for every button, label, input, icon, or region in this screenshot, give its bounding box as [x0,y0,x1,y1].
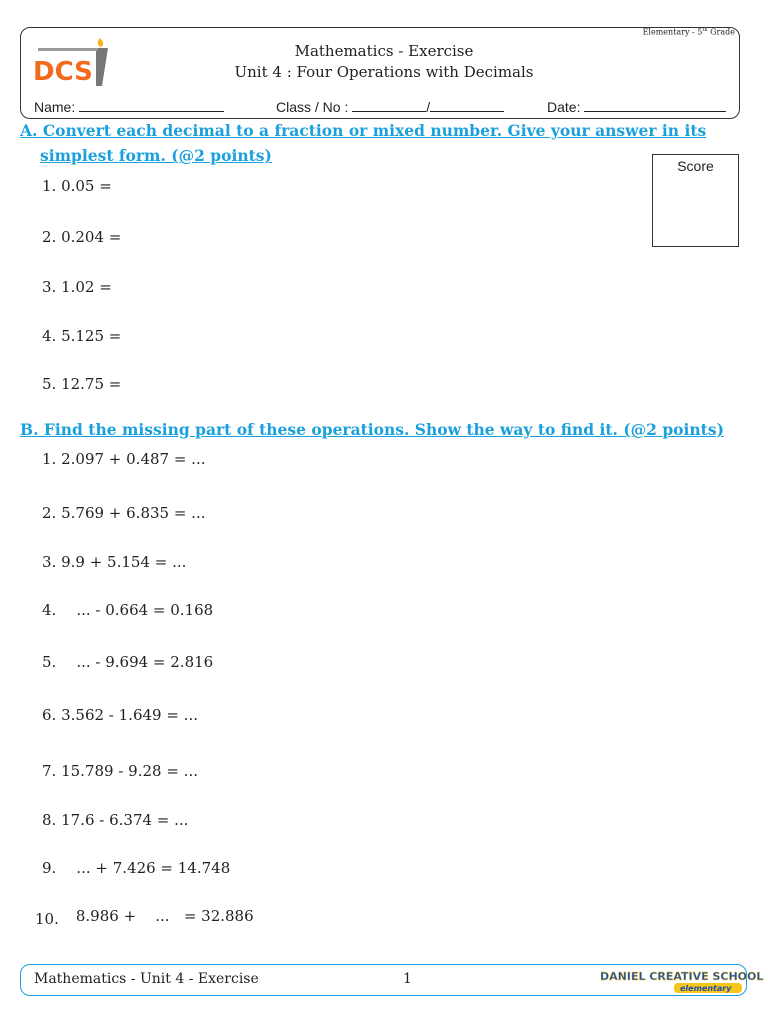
svg-text:DANIEL CREATIVE SCHOOL: DANIEL CREATIVE SCHOOL [600,970,764,983]
section-b-heading: B. Find the missing part of these operations. Show the way to find it. (@2 points) [20,420,724,439]
section-b-item [35,907,254,928]
footer-title: Mathematics - Unit 4 - Exercise [34,971,259,987]
section-b-item [42,706,198,724]
item-number: 9. [42,859,57,877]
section-a-item: 2. 0.204 = [42,228,122,246]
item-number: 8. [42,811,57,829]
date-label: Date: [547,99,581,115]
section-b-item [42,504,206,522]
item-number: 7. [42,762,57,780]
item-number: 4. [42,601,57,619]
date-line[interactable] [584,99,726,112]
section-a-item: 5. 12.75 = [42,375,122,393]
date-field[interactable] [547,99,726,115]
section-b-item [42,811,188,829]
score-label: Score [677,158,714,174]
item-number: 5. [42,653,57,671]
page-number: 1 [403,971,412,987]
section-b-item [42,762,198,780]
svg-text:DCS: DCS [33,57,93,87]
class-separator: / [426,99,431,115]
item-expression: 15.789 - 9.28 = ... [61,762,198,780]
section-b-item [42,601,213,619]
section-b-item [42,553,186,571]
item-expression: 17.6 - 6.374 = ... [61,811,189,829]
school-logo [598,966,764,994]
item-number: 10. [35,910,59,928]
item-number: 6. [42,706,57,724]
item-expression: 8.986 + ... = 32.886 [75,907,254,925]
class-field[interactable] [276,99,504,115]
class-label: Class / No : [276,99,349,115]
name-field[interactable] [34,99,224,115]
item-expression: ... + 7.426 = 14.748 [76,859,231,877]
section-b-item [42,450,206,468]
item-number: 1. [42,450,57,468]
section-a-item: 3. 1.02 = [42,278,112,296]
item-expression: 2.097 + 0.487 = ... [61,450,206,468]
grade-label: Elementary - 5th Grade [642,27,735,37]
item-expression: ... - 9.694 = 2.816 [76,653,214,671]
svg-text:elementary: elementary [680,984,732,993]
section-b-item [42,653,213,671]
item-expression: 3.562 - 1.649 = ... [61,706,198,724]
name-line[interactable] [79,99,224,112]
section-b-item [42,859,230,877]
section-a-item: 4. 5.125 = [42,327,122,345]
section-a-heading-line1: A. Convert each decimal to a fraction or mixed number. Give your answer in its [20,121,707,140]
page-title: Mathematics - Exercise [294,42,474,60]
item-expression: 5.769 + 6.835 = ... [61,504,206,522]
class-line[interactable] [352,99,426,112]
item-expression: ... - 0.664 = 0.168 [76,601,214,619]
name-label: Name: [34,99,76,115]
item-number: 2. [42,504,57,522]
item-number: 3. [42,553,57,571]
section-a-heading-line2: simplest form. (@2 points) [40,146,272,165]
number-line[interactable] [430,99,504,112]
score-box[interactable] [652,154,739,247]
section-a-item: 1. 0.05 = [42,177,112,195]
page-subtitle: Unit 4 : Four Operations with Decimals [234,63,534,81]
item-expression: 9.9 + 5.154 = ... [61,553,187,571]
